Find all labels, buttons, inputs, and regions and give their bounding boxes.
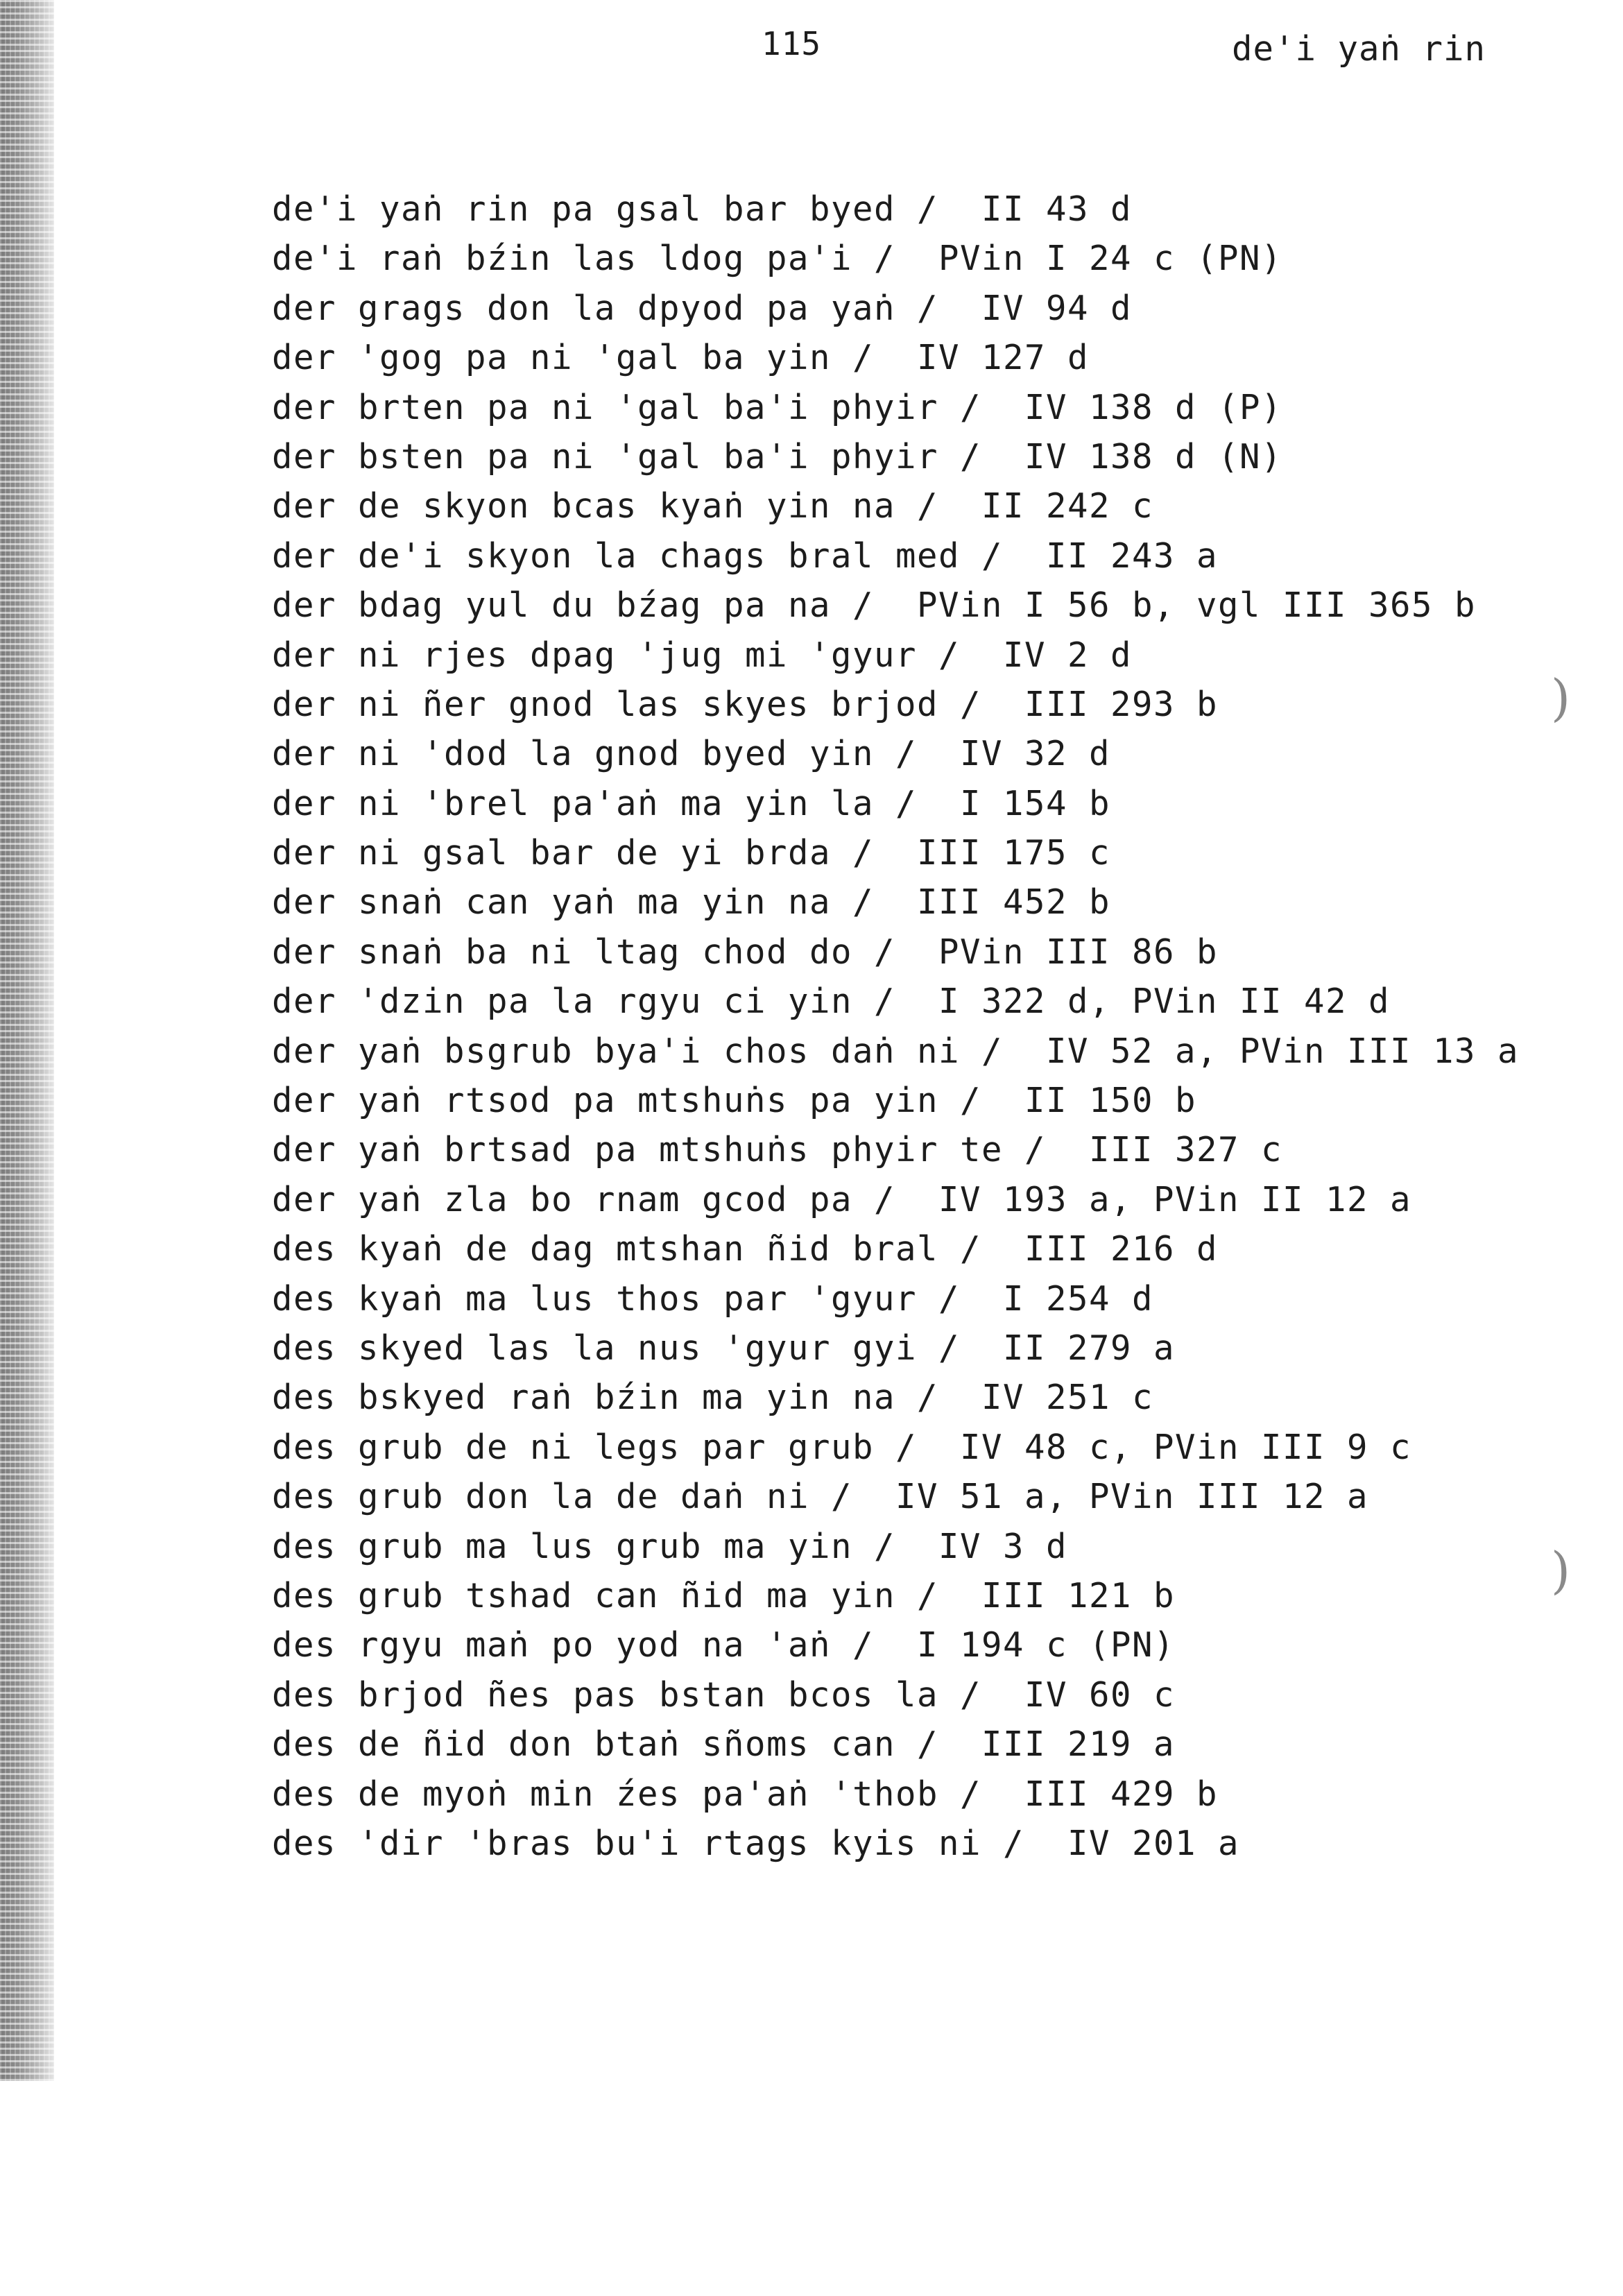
index-entry: der yaṅ brtsad pa mtshuṅs phyir te / III 327 c — [272, 1130, 1283, 1170]
index-entry: de'i yaṅ rin pa gsal bar byed / II 43 d — [272, 189, 1133, 229]
scanned-binding-edge — [0, 0, 54, 2081]
index-entry: der grags don la dpyod pa yaṅ / IV 94 d — [272, 288, 1133, 328]
verse-index-list — [272, 185, 1519, 1868]
index-entry: der de skyon bcas kyaṅ yin na / II 242 c — [272, 486, 1154, 526]
index-entry: des kyaṅ de dag mtshan ñid bral / III 216 d — [272, 1229, 1219, 1269]
index-entry: der bdag yul du bźag pa na / PVin I 56 b, vgl III 365 b — [272, 585, 1477, 626]
index-entry: des grub don la de daṅ ni / IV 51 a, PVin III 12 a — [272, 1477, 1369, 1517]
index-entry: der snaṅ ba ni ltag chod do / PVin III 86 b — [272, 932, 1219, 972]
index-entry: der ni 'brel pa'aṅ ma yin la / I 154 b — [272, 783, 1111, 823]
index-entry: der ni ñer gnod las skyes brjod / III 293 b — [272, 684, 1219, 724]
margin-bracket-mark: ) — [1551, 669, 1571, 727]
index-entry: de'i raṅ bźin las ldog pa'i / PVin I 24 c (PN) — [272, 239, 1283, 279]
index-entry: der snaṅ can yaṅ ma yin na / III 452 b — [272, 882, 1111, 923]
index-entry: der yaṅ bsgrub bya'i chos daṅ ni / IV 52 a, PVin III 13 a — [272, 1031, 1520, 1071]
page-number: 115 — [762, 25, 822, 62]
index-entry: der bsten pa ni 'gal ba'i phyir / IV 138 d (N) — [272, 436, 1283, 477]
index-entry: der de'i skyon la chags bral med / II 243 a — [272, 536, 1219, 576]
index-entry: des bskyed raṅ bźin ma yin na / IV 251 c — [272, 1378, 1154, 1418]
index-entry: des grub de ni legs par grub / IV 48 c, PVin III 9 c — [272, 1427, 1412, 1467]
index-entry: des skyed las la nus 'gyur gyi / II 279 a — [272, 1328, 1176, 1368]
index-entry: der yaṅ rtsod pa mtshuṅs pa yin / II 150 b — [272, 1081, 1197, 1121]
index-entry: der 'gog pa ni 'gal ba yin / IV 127 d — [272, 338, 1090, 378]
running-head: de'i yaṅ rin — [1232, 29, 1486, 69]
index-entry: des kyaṅ ma lus thos par 'gyur / I 254 d — [272, 1278, 1154, 1319]
index-entry: der ni 'dod la gnod byed yin / IV 32 d — [272, 734, 1111, 774]
index-entry: der brten pa ni 'gal ba'i phyir / IV 138 d (P) — [272, 387, 1283, 427]
index-entry: des grub tshad can ñid ma yin / III 121 b — [272, 1575, 1176, 1616]
index-entry: des 'dir 'bras bu'i rtags kyis ni / IV 201 a — [272, 1823, 1240, 1863]
index-entry: des de myoṅ min źes pa'aṅ 'thob / III 429 b — [272, 1774, 1219, 1814]
index-entry: des grub ma lus grub ma yin / IV 3 d — [272, 1526, 1068, 1566]
index-entry: der ni rjes dpag 'jug mi 'gyur / IV 2 d — [272, 635, 1133, 675]
index-entry: des de ñid don btaṅ sñoms can / III 219 a — [272, 1724, 1176, 1765]
index-entry: des brjod ñes pas bstan bcos la / IV 60 c — [272, 1674, 1176, 1715]
margin-bracket-mark: ) — [1551, 1541, 1571, 1600]
index-entry: der yaṅ zla bo rnam gcod pa / IV 193 a, PVin II 12 a — [272, 1179, 1412, 1219]
index-entry: der 'dzin pa la rgyu ci yin / I 322 d, PVin II 42 d — [272, 982, 1391, 1022]
index-entry: des rgyu maṅ po yod na 'aṅ / I 194 c (PN) — [272, 1625, 1176, 1665]
index-entry: der ni gsal bar de yi brda / III 175 c — [272, 833, 1111, 873]
